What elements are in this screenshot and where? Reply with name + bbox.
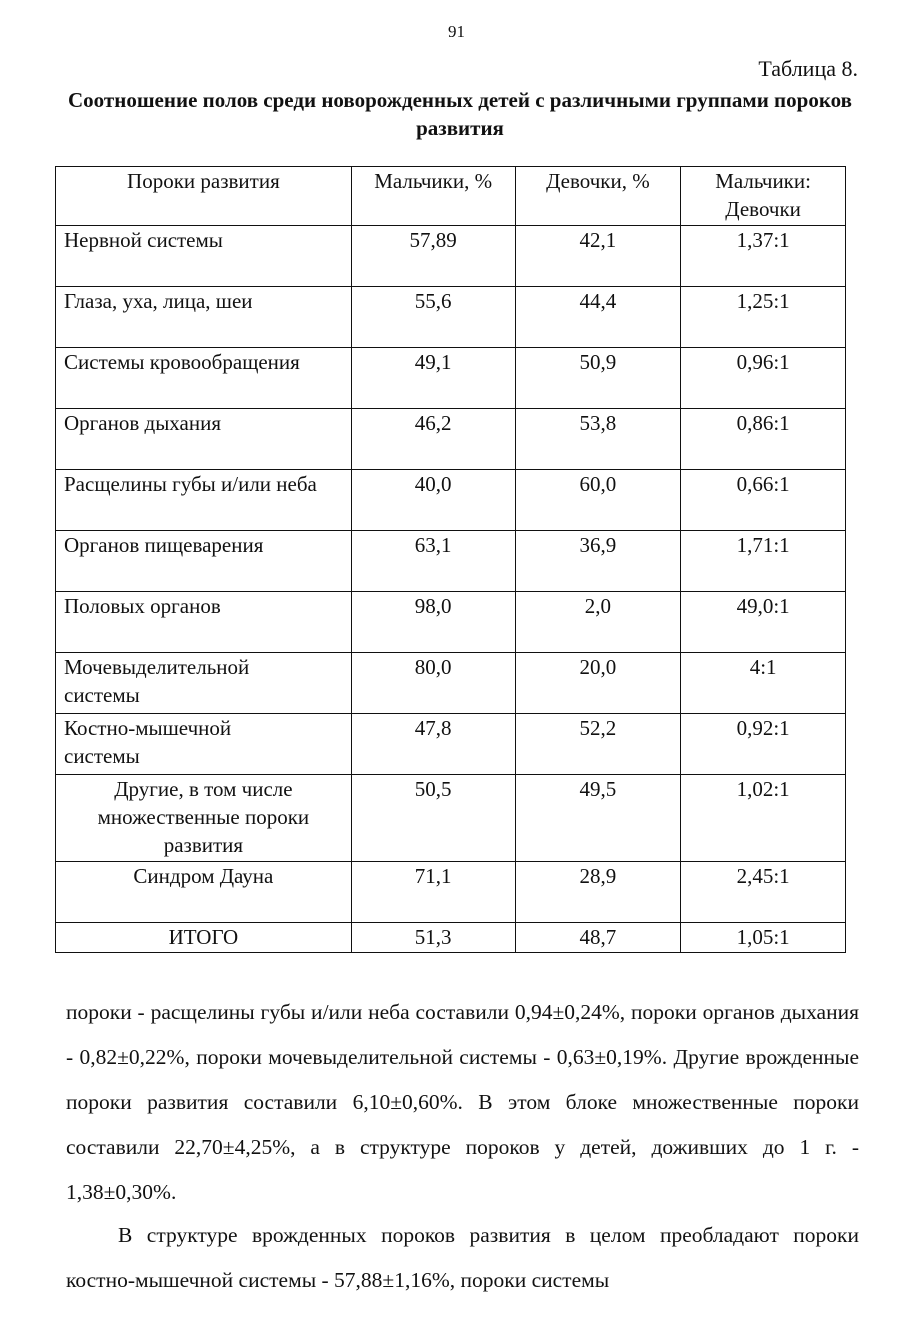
ratio-value: 0,86:1 <box>681 409 846 470</box>
table-row <box>56 653 846 714</box>
table-header-row <box>56 167 846 226</box>
boys-percent: 63,1 <box>351 531 515 592</box>
girls-percent: 20,0 <box>515 653 681 714</box>
header-cell-ratio: Мальчики: Девочки <box>681 167 846 226</box>
table-caption: Соотношение полов среди новорожденных детей с различными группами пороков развития <box>68 88 852 140</box>
girls-percent: 44,4 <box>515 287 681 348</box>
page-number: 91 <box>448 22 465 41</box>
girls-percent: 36,9 <box>515 531 681 592</box>
ratio-value: 0,66:1 <box>681 470 846 531</box>
row-label: Другие, в том числе множественные пороки развития <box>56 775 352 862</box>
row-label: Костно-мышечной системы <box>56 714 352 775</box>
row-label: Синдром Дауна <box>56 862 352 923</box>
row-label: Глаза, уха, лица, шеи <box>56 287 352 348</box>
ratio-value: 1,02:1 <box>681 775 846 862</box>
header-cell-boys: Мальчики, % <box>351 167 515 226</box>
body-paragraph: В структуре врожденных пороков развития в целом преобладают пороки костно-мышечной системы - 57,88±1,16%, пороки системы <box>66 1223 859 1292</box>
row-label: Мочевыделительной системы <box>56 653 352 714</box>
header-cell-defects: Пороки развития <box>56 167 352 226</box>
boys-percent: 46,2 <box>351 409 515 470</box>
boys-percent: 57,89 <box>351 226 515 287</box>
table-row <box>56 287 846 348</box>
boys-percent: 40,0 <box>351 470 515 531</box>
ratio-value: 1,25:1 <box>681 287 846 348</box>
table-row-total <box>56 923 846 953</box>
row-label: Половых органов <box>56 592 352 653</box>
table-row <box>56 226 846 287</box>
boys-percent: 49,1 <box>351 348 515 409</box>
boys-percent: 50,5 <box>351 775 515 862</box>
girls-percent: 53,8 <box>515 409 681 470</box>
girls-percent: 28,9 <box>515 862 681 923</box>
row-label: Органов пищеварения <box>56 531 352 592</box>
boys-percent: 71,1 <box>351 862 515 923</box>
ratio-value: 0,92:1 <box>681 714 846 775</box>
row-label: Расщелины губы и/или неба <box>56 470 352 531</box>
girls-percent: 52,2 <box>515 714 681 775</box>
girls-percent: 49,5 <box>515 775 681 862</box>
girls-percent: 42,1 <box>515 226 681 287</box>
ratio-value: 0,96:1 <box>681 348 846 409</box>
boys-percent: 98,0 <box>351 592 515 653</box>
ratio-value: 1,37:1 <box>681 226 846 287</box>
table-row <box>56 409 846 470</box>
girls-percent: 48,7 <box>515 923 681 953</box>
boys-percent: 47,8 <box>351 714 515 775</box>
row-label: Системы кровообращения <box>56 348 352 409</box>
boys-percent: 55,6 <box>351 287 515 348</box>
girls-percent: 50,9 <box>515 348 681 409</box>
row-label: ИТОГО <box>56 923 352 953</box>
data-table <box>55 166 846 953</box>
ratio-value: 4:1 <box>681 653 846 714</box>
table-row <box>56 775 846 862</box>
table-row <box>56 862 846 923</box>
table-row <box>56 592 846 653</box>
table-row <box>56 714 846 775</box>
ratio-value: 49,0:1 <box>681 592 846 653</box>
table-row <box>56 348 846 409</box>
girls-percent: 2,0 <box>515 592 681 653</box>
row-label: Органов дыхания <box>56 409 352 470</box>
girls-percent: 60,0 <box>515 470 681 531</box>
boys-percent: 51,3 <box>351 923 515 953</box>
boys-percent: 80,0 <box>351 653 515 714</box>
header-cell-girls: Девочки, % <box>515 167 681 226</box>
ratio-value: 1,05:1 <box>681 923 846 953</box>
ratio-value: 2,45:1 <box>681 862 846 923</box>
row-label: Нервной системы <box>56 226 352 287</box>
table-row <box>56 470 846 531</box>
body-paragraph: пороки - расщелины губы и/или неба составили 0,94±0,24%, пороки органов дыхания - 0,82±0,22%, пороки мочевыделительной системы - 0,63±0,19%. Другие врожденные пороки развития составили 6,10±0,60%. В этом блоке множественные пороки составили 22,70±4,25%, а в структуре пороков у детей, доживших до 1 г. - 1,38±0,30%. <box>66 1000 859 1204</box>
table-row <box>56 531 846 592</box>
ratio-value: 1,71:1 <box>681 531 846 592</box>
table-label: Таблица 8. <box>758 56 858 81</box>
